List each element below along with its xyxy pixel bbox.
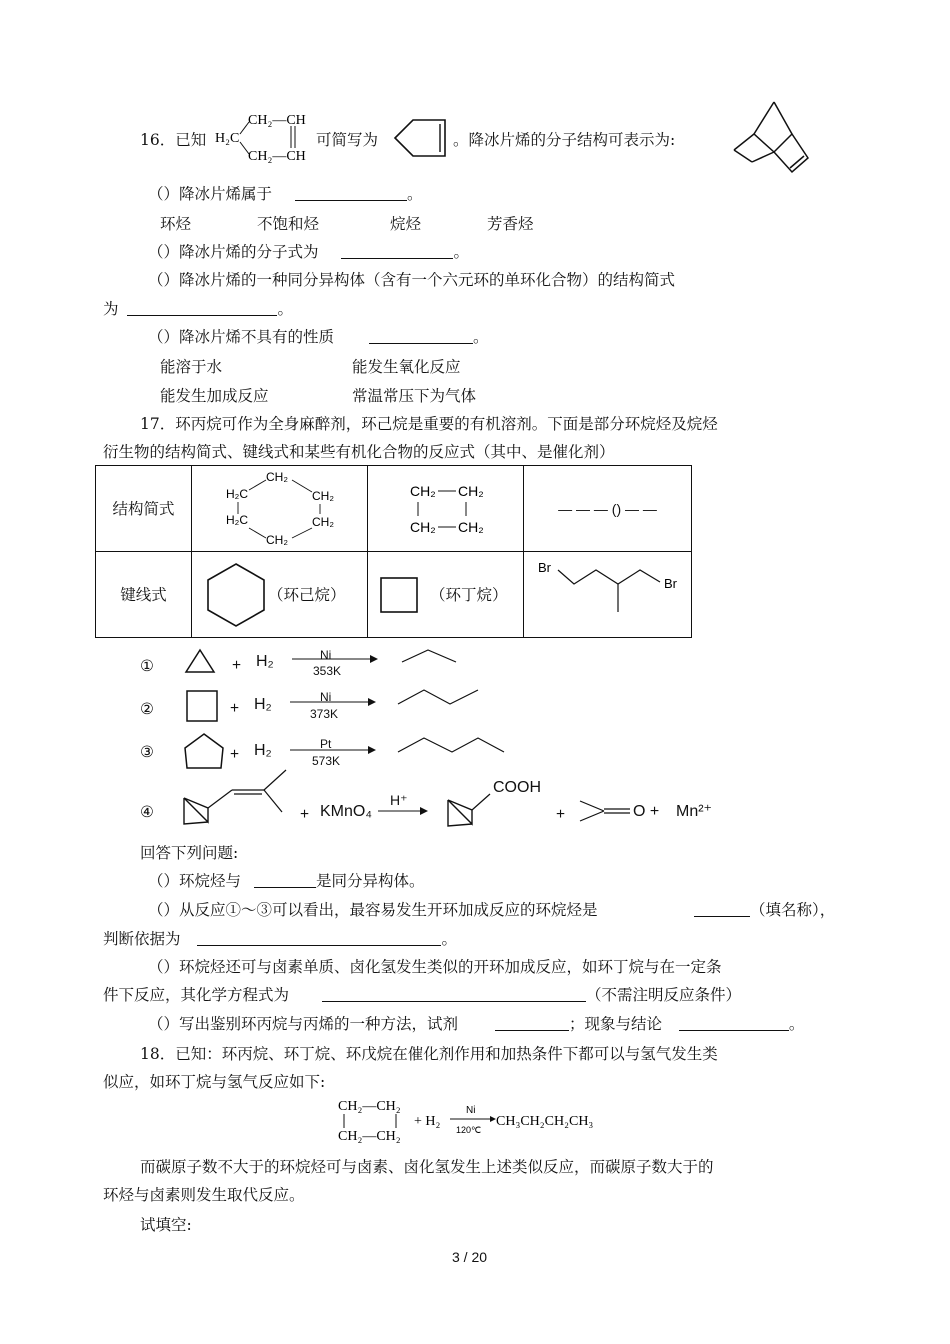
reaction-3-number: ③ xyxy=(140,743,154,761)
q17-a3: （）环烷烃还可与卤素单质、卤化氢发生类似的开环加成反应，如环丁烷与在一定条 xyxy=(148,958,722,976)
q17-a3b-end: （不需注明反应条件） xyxy=(585,986,741,1004)
q16-can-write-as: 可简写为 xyxy=(316,131,379,149)
reaction-1-catalyst: Ni xyxy=(320,648,332,662)
q18-p1: 而碳原子数不大于的环烷烃可与卤素、卤化氢发生上述类似反应，而碳原子数大于的 xyxy=(140,1158,714,1176)
svg-text:Br: Br xyxy=(538,560,551,575)
cyclohexane-structural-formula xyxy=(224,470,344,548)
cyclohexane-skeletal-icon xyxy=(204,562,268,628)
butane-product-icon xyxy=(396,686,486,708)
cyclopentene-structural-formula xyxy=(215,110,315,165)
table-row2-label: 键线式 xyxy=(96,552,192,638)
svg-text:CH₂: CH₂ xyxy=(312,515,334,529)
reaction-3-catalyst: Pt xyxy=(320,737,332,751)
q16-p1-line xyxy=(148,184,422,204)
q16-blank-2[interactable] xyxy=(341,242,453,259)
reaction-2-plus: + xyxy=(230,700,240,717)
q16-choice-1: 环烃 xyxy=(160,215,192,233)
svg-text:CH₂: CH₂ xyxy=(458,483,484,499)
reaction-4-mn: Mn²⁺ xyxy=(676,803,712,820)
reaction-4-catalyst: H⁺ xyxy=(390,792,408,808)
svg-text:CH₂: CH₂ xyxy=(312,489,334,503)
norbornene-structure-icon xyxy=(732,100,812,175)
q17-a4-line xyxy=(148,1014,804,1034)
reaction-1-plus: + xyxy=(232,657,242,674)
q16-p4: （）降冰片烯不具有的性质 xyxy=(148,328,335,346)
q18-line1: 18．已知：环丙烷、环丁烷、环戊烷在催化剂作用和加热条件下都可以与氢气发生类 xyxy=(140,1045,718,1063)
q16-choice-4: 芳香烃 xyxy=(487,215,534,233)
q17-a1-line xyxy=(148,871,424,891)
svg-text:120℃: 120℃ xyxy=(456,1125,482,1135)
q16-choice-2: 不饱和烃 xyxy=(257,215,320,233)
svg-text:CH₂: CH₂ xyxy=(266,470,288,484)
cyclopropyl-alkene-reactant-icon xyxy=(182,768,292,828)
table-cell3: — — — () — — xyxy=(524,466,692,552)
cyclohexane-structural-cell xyxy=(192,466,368,552)
reaction-4-plus-2: + xyxy=(556,806,566,823)
reaction-2-catalyst: Ni xyxy=(320,690,332,704)
dibromide-skeletal-icon xyxy=(538,556,688,636)
svg-text:H₂C: H₂C xyxy=(226,513,248,527)
reaction-4-kmno4: KMnO₄ xyxy=(320,803,372,820)
q16-norbornene-text: 。降冰片烯的分子结构可表示为: xyxy=(453,131,676,149)
q17-a2-blank-line xyxy=(694,900,835,920)
q16-intro: 16．已知 xyxy=(140,131,207,149)
q17-blank-3[interactable] xyxy=(197,929,441,946)
q17-a2b-line xyxy=(103,929,457,949)
q17-a2b-end: 。 xyxy=(441,930,457,948)
q16-p2-end: 。 xyxy=(453,243,469,261)
q18-p3: 试填空: xyxy=(140,1216,192,1234)
q16-p1-end: 。 xyxy=(406,185,423,203)
q17-a4-mid: ；现象与结论 xyxy=(568,1015,662,1033)
q16-choice4-3: 能发生加成反应 xyxy=(160,387,269,405)
q16-choice4-2: 能发生氧化反应 xyxy=(352,358,461,376)
q16-choice4-1: 能溶于水 xyxy=(160,358,223,376)
q17-a2b: 判断依据为 xyxy=(103,930,181,948)
q17-a3b-line xyxy=(103,985,741,1005)
q16-blank-1[interactable] xyxy=(295,184,407,201)
cyclobutane-reactant-icon xyxy=(186,690,220,722)
reaction-1-number: ① xyxy=(140,657,154,675)
q17-line1: 17．环丙烷可作为全身麻醉剂，环己烷是重要的有机溶剂。下面是部分环烷烃及烷烃 xyxy=(140,415,718,433)
q16-blank-4[interactable] xyxy=(369,327,473,344)
svg-text:CH₂: CH₂ xyxy=(410,483,436,499)
q17-line2: 衍生物的结构简式、键线式和某些有机化合物的反应式（其中、是催化剂） xyxy=(103,443,615,461)
reaction-4-plus: + xyxy=(300,806,310,823)
svg-text:CH₂—CH₂: CH₂—CH₂ xyxy=(338,1099,401,1114)
q17-a1: （）环烷烃与 xyxy=(148,872,242,890)
cyclopentane-icon xyxy=(183,732,225,770)
reaction-3-h2: H₂ xyxy=(254,742,272,759)
q16-p2-line xyxy=(148,242,469,262)
table-row1-label: 结构简式 xyxy=(96,466,192,552)
formula-top: CH₂—CH xyxy=(248,113,306,128)
acetone-icon xyxy=(578,795,634,825)
q17-blank-2[interactable] xyxy=(694,900,750,917)
reaction-1-temp: 353K xyxy=(313,664,342,678)
q16-p3-end: 。 xyxy=(277,300,293,318)
q16-choice4-4: 常温常压下为气体 xyxy=(352,387,477,405)
dibromide-skeletal-cell xyxy=(524,552,692,638)
q16-p2: （）降冰片烯的分子式为 xyxy=(148,243,319,261)
cyclopentene-skeletal-icon xyxy=(393,118,457,160)
svg-text:CH₂: CH₂ xyxy=(458,519,484,535)
cyclobutane-skeletal-cell xyxy=(368,552,524,638)
q17-blank-6[interactable] xyxy=(679,1014,789,1031)
formula-bottom: CH₂—CH xyxy=(248,149,306,164)
svg-text:CH₂: CH₂ xyxy=(266,533,288,547)
q16-blank-3[interactable] xyxy=(127,299,277,316)
q18-line2: 似应，如环丁烷与氢气反应如下: xyxy=(103,1073,326,1091)
cyclobutane-skeletal-icon xyxy=(380,577,420,615)
svg-text:CH₂: CH₂ xyxy=(410,519,436,535)
cyclohexane-skeletal-cell xyxy=(192,552,368,638)
cyclobutane-structural-cell xyxy=(368,466,524,552)
q16-choice-3: 烷烃 xyxy=(390,215,422,233)
pentane-product-icon xyxy=(396,734,508,756)
svg-text:+ H₂: + H₂ xyxy=(414,1114,441,1129)
q18-p2: 环烃与卤素则发生取代反应。 xyxy=(103,1186,305,1204)
formula-left: H₂C xyxy=(215,131,240,146)
q17-a4-end: 。 xyxy=(788,1015,805,1033)
cyclopropane-icon xyxy=(185,648,217,674)
q17-a4: （）写出鉴别环丙烷与丙烯的一种方法，试剂 xyxy=(148,1015,459,1033)
propane-product-icon xyxy=(400,646,460,666)
cyclobutane-structural-formula xyxy=(410,480,490,540)
page-number: 3 / 20 xyxy=(452,1249,488,1265)
svg-text:CH₃CH₂CH₂CH₃: CH₃CH₂CH₂CH₃ xyxy=(496,1114,594,1129)
q16-p3: （）降冰片烯的一种同分异构体（含有一个六元环的单环化合物）的结构简式 xyxy=(148,271,676,289)
cyclopropanecarboxylic-acid-icon xyxy=(446,790,496,830)
q16-p4-end: 。 xyxy=(472,328,489,346)
reaction-2-h2: H₂ xyxy=(254,696,272,713)
reaction-1-h2: H₂ xyxy=(256,653,274,670)
reaction-3-temp: 573K xyxy=(312,754,341,768)
svg-text:CH₂—CH₂: CH₂—CH₂ xyxy=(338,1129,401,1144)
q17-a2: （）从反应①～③可以看出，最容易发生开环加成反应的环烷烃是 xyxy=(148,901,598,919)
svg-text:Br: Br xyxy=(664,576,677,591)
q17-blank-1[interactable] xyxy=(254,871,316,888)
cyclobutane-hydrogenation-equation xyxy=(338,1094,613,1146)
svg-text:Ni: Ni xyxy=(466,1105,476,1116)
cyclohexane-name: （环己烷） xyxy=(268,586,346,604)
q17-answer-intro: 回答下列问题: xyxy=(140,844,239,862)
q17-a2-end: （填名称）， xyxy=(750,901,836,919)
reaction-4-o-plus: O + xyxy=(633,803,660,820)
q16-p3b: 为 xyxy=(103,300,119,318)
reaction-4-cooh: COOH xyxy=(493,779,541,796)
q17-a3b: 件下反应，其化学方程式为 xyxy=(103,986,290,1004)
q17-a1-end: 是同分异构体。 xyxy=(315,872,425,890)
q17-blank-4[interactable] xyxy=(322,985,586,1002)
reaction-2-number: ② xyxy=(140,700,154,718)
q16-p3b-line xyxy=(103,299,293,319)
q16-p4-line xyxy=(148,327,488,347)
q17-blank-5[interactable] xyxy=(495,1014,569,1031)
reaction-3-plus: + xyxy=(230,746,240,763)
reaction-2-temp: 373K xyxy=(310,707,339,721)
svg-text:H₂C: H₂C xyxy=(226,487,248,501)
cycloalkane-table xyxy=(95,465,692,638)
reaction-4-arrow xyxy=(378,806,428,816)
reaction-4-number: ④ xyxy=(140,803,154,821)
cyclobutane-name: （环丁烷） xyxy=(430,586,508,604)
q16-p1: （）降冰片烯属于 xyxy=(148,185,273,203)
